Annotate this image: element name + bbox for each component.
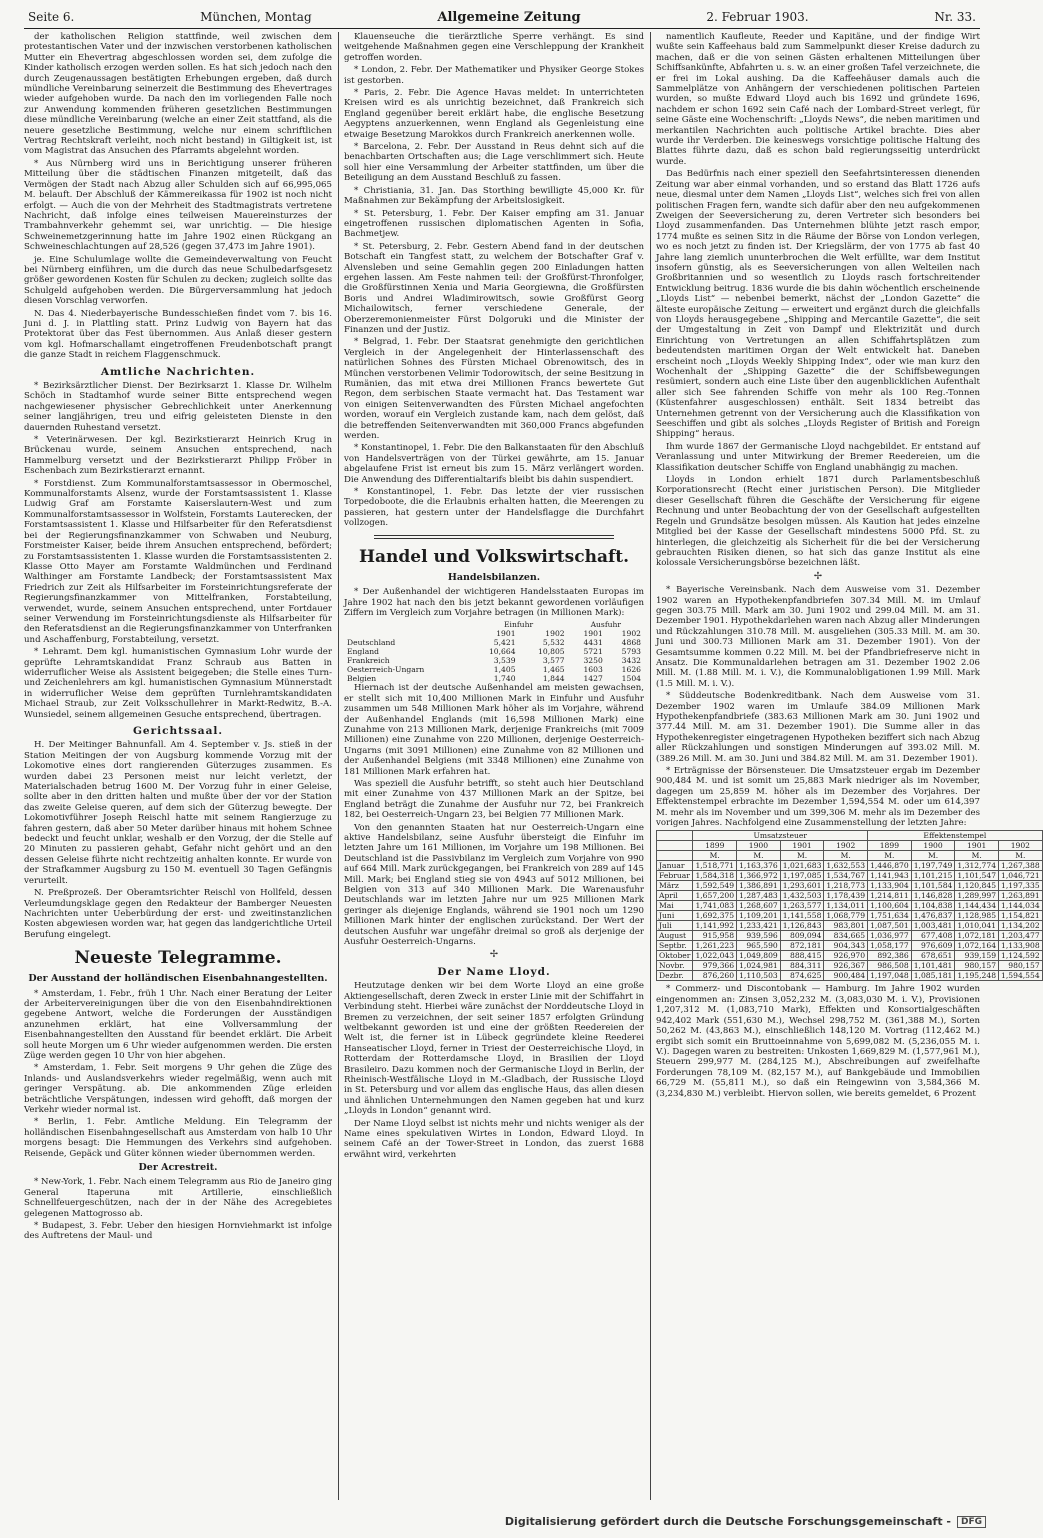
value-cell: 983,801 — [824, 921, 868, 931]
newspaper-page — [24, 10, 1040, 1500]
value-cell: 1,003,481 — [911, 921, 955, 931]
year-cell: 1902 — [824, 841, 868, 851]
value-cell: 1,133,904 — [868, 881, 912, 891]
table-row — [657, 871, 1043, 881]
separator-ornament: ✢ — [813, 570, 823, 582]
value-cell: 1,101,215 — [911, 871, 955, 881]
value-cell: 1,218,773 — [824, 881, 868, 891]
subheading-acrestreit: Der Acrestreit. — [138, 1162, 218, 1174]
value-cell: 1,128,985 — [955, 911, 999, 921]
column-1 — [24, 32, 332, 1500]
article-text: * Commerz- und Discontobank — Hamburg. Im Jahre 1902 wurden eingenommen an: Zinsen 3,052,232 M. (3,083,030 M. i. V.), Provisionen 1,207,312 M. (1,083,710 Mark), Effekten und Konsortialgeschäften 942,402 Mark (551,630 M.), Wechsel 298,752 M. (361,388 M.), Sorten 50,262 M. (43,863 M.), einschließlich 148,120 M. Vortrag (112,462 M.) ergibt sich somit ein Bruttoeinnahme von 5,699,082 M. (5,236,055 M. i. V.). Dagegen waren zu bestreiten: Unkosten 1,669,829 M. (1,577,961 M.), Steuern 299,977 M. (284,125 M.), Abschreibungen auf zweifelhafte Forderungen 78,109 M. (82,157 M.), auf Bankgebäude und Immobilien 66,729 M. (55,811 M.), so daß ein Reingewinn von 3,584,366 M. (3,234,830 M.) verbleibt. Hiervon sollen, wie bereits gemeldet, 6 Prozent — [656, 984, 980, 1099]
table-row — [344, 674, 644, 683]
value-cell: 1,109,201 — [737, 911, 781, 921]
article-text: * Der Außenhandel der wichtigeren Handelsstaaten Europas im Jahre 1902 hat nach den bis jetzt bekannt gewordenen vorläufigen Ziffern im Vergleich zum Vorjahre betragen (in Millionen Mark): — [344, 587, 644, 618]
value-cell: 1,101,584 — [911, 881, 955, 891]
separator-ornament: ✢ — [489, 949, 499, 961]
footer-text: Digitalisierung gefördert durch die Deutsche Forschungsgemeinschaft - — [504, 1515, 951, 1528]
value-cell: 10,664 — [488, 647, 516, 657]
year-cell: 1902 — [999, 841, 1043, 851]
year-cell: 1899 — [693, 841, 737, 851]
value-cell: 900,484 — [824, 971, 868, 981]
trade-table-years — [344, 629, 644, 638]
value-cell: 915,958 — [693, 931, 737, 941]
table-row — [657, 861, 1043, 871]
section-heading-lloyd: Der Name Lloyd. — [437, 965, 551, 978]
article-text: * Bezirksärztlicher Dienst. Der Bezirksarzt 1. Klasse Dr. Wilhelm Schöch in Stadtamhof wurde seiner Bitte entsprechend wegen nachgewiesener physischer Gebrechlichkeit unter Anerkennung seiner langjährigen, treu und eifrig geleisteten Dienste in den dauernden Ruhestand versetzt. — [24, 381, 332, 433]
country-cell: Oesterreich-Ungarn — [347, 665, 425, 675]
article-text: Ihm wurde 1867 der Germanische Lloyd nachgebildet. Er entstand auf Veranlassung und unter Mitwirkung der Bremer Reedereien, um die Klassifikation deutscher Schiffe von England unabhängig zu machen. — [656, 441, 980, 473]
value-cell: 1,141,558 — [780, 911, 824, 921]
value-cell: 979,366 — [693, 961, 737, 971]
value-cell: 1,195,248 — [955, 971, 999, 981]
article-text: je. Eine Schulumlage wollte die Gemeindeverwaltung von Feucht bei Nürnberg einführen, um die durch das neue Schulbedarfsgesetz größer gewordenen Kosten für Schulen zu decken; zugleich sollte das Schulgeld aufgehoben werden. Die Bürgerversammlung hat jedoch diesen Vorschlag verworfen. — [24, 254, 332, 307]
article-text: * St. Petersburg, 2. Febr. Gestern Abend fand in der deutschen Botschaft ein Tangfest statt, zu welchem der Botschafter Graf v. Alvensleben und seine Gemahlin gegen 200 Einladungen hatten ergehen lassen. Am Feste nahmen teil: der Großfürst-Thronfolger, die Großfürstinnen Xenia und Maria Georgiewna, die Großfürsten Boris und Andrei Wladimirowitsch, sowie Großfürst Georg Michailowitsch, ferner verschiedene Generale, der Oberzeremonienmeister Fürst Dolgoruki und die Minister der Finanzen und der Justiz. — [344, 241, 644, 335]
value-cell: 1,087,501 — [868, 921, 912, 931]
value-cell: 1,844 — [542, 674, 565, 684]
article-text: * Paris, 2. Febr. Die Agence Havas meldet: In unterrichteten Kreisen wird es als unrichtig bezeichnet, daß Frankreich sich England gegenüber bereit erklärt habe, die englische Besetzung Aegyptens anzuerkennen, wenn England als Gegenleistung eine etwaige Besetzung Marokkos durch Frankreich anerkennen wolle. — [344, 88, 644, 140]
stock-tax-table-units — [657, 851, 1043, 861]
value-cell: 1,134,202 — [999, 921, 1043, 931]
value-cell: 1,101,547 — [955, 871, 999, 881]
article-text: * Erträgnisse der Börsensteuer. Die Umsatzsteuer ergab im Dezember 900,484 M. und ist somit um 25,883 Mark niedriger als im November, dagegen um 25,859 M. höher als im Dezember des Vorjahres. Der Effektenstempel erbrachte im Dezember 1,594,554 M. oder um 614,397 M. mehr als im November und um 399,306 M. mehr als im Dezember des vorigen Jahres. Nachfolgend eine Zusammenstellung der letzten Jahre: — [656, 766, 980, 829]
value-cell: 980,157 — [999, 961, 1043, 971]
value-cell: 976,609 — [911, 941, 955, 951]
value-cell: 1,233,421 — [737, 921, 781, 931]
value-cell: 5,532 — [542, 638, 565, 648]
unit-cell: M. — [780, 851, 824, 861]
digitization-footer — [505, 1515, 986, 1528]
year-cell: 1901 — [780, 841, 824, 851]
article-text: * Süddeutsche Bodenkreditbank. Nach dem Ausweise vom 31. Dezember 1902 waren im Umlaufe 384.09 Millionen Mark Hypothekenpfandbriefe (383.63 Millionen Mark am 30. Juni 1902 und 377.44 Mill. M. am 31. Dezember 1901). Die Summe aller in das Hypothekenregister eingetragenen Hypotheken beziffert sich nach Abzug aller Rückzahlungen und sonstigen Minderungen auf 393.02 Mill. M. (389.26 Mill. M. am 30. Juni und 384.82 Mill. M. am 31. Dezember 1901). — [656, 691, 980, 764]
value-cell: 939,159 — [955, 951, 999, 961]
value-cell: 677,408 — [911, 931, 955, 941]
value-cell: 1,261,223 — [693, 941, 737, 951]
value-cell: 3432 — [621, 656, 641, 666]
article-text: Klauenseuche die tierärztliche Sperre verhängt. Es sind weitgehende Maßnahmen gegen eine Verschleppung der Krankheit getroffen worden. — [344, 32, 644, 63]
value-cell: 1,024,981 — [737, 961, 781, 971]
month-cell: April — [657, 891, 693, 901]
country-cell: Belgien — [347, 674, 377, 684]
value-cell: 1,197,048 — [868, 971, 912, 981]
value-cell: 892,386 — [868, 951, 912, 961]
value-cell: 809,094 — [780, 931, 824, 941]
table-row — [657, 921, 1043, 931]
month-cell: Septbr. — [657, 941, 693, 951]
value-cell: 980,157 — [955, 961, 999, 971]
unit-cell: M. — [737, 851, 781, 861]
value-cell: 1,100,604 — [868, 901, 912, 911]
year-cell: 1901 — [496, 629, 516, 639]
article-text: Heutzutage denken wir bei dem Worte Lloyd an eine große Aktiengesellschaft, deren Zweck in erster Linie mit der Schiffahrt in Verbindung steht. Hierbei wäre zunächst der Norddeutsche Lloyd in Bremen zu verzeichnen, der seit seiner 1857 erfolgten Gründung weltbekannt geworden ist und eine der größten Reedereien der Welt ist, die ferner ist in Lübeck gegründete kleine Reederei Hanseatischer Lloyd, ferner in Triest der Oesterreichische Lloyd, in Rotterdam der Rotterdamsche Lloyd, in Brasilien der Lloyd Brasileiro. Dazu kommen noch der Germanische Lloyd in Berlin, der Rheinisch-Westfälische Lloyd in M.-Gladbach, der Russische Lloyd in St. Petersburg und vor allem das englische Haus, das allen diesen und ähnlichen Unternehmungen den Namen gegeben hat und kurz „Lloyds in London“ genannt wird. — [344, 981, 644, 1117]
value-cell: 1,518,771 — [693, 861, 737, 871]
column-2 — [344, 32, 644, 1500]
export-header: Ausfuhr — [590, 620, 622, 630]
value-cell: 5,421 — [493, 638, 516, 648]
article-text: * Aus Nürnberg wird uns in Berichtigung unserer früheren Mitteilung über die städtischen Finanzen mitgeteilt, daß das Vermögen der Stadt nach Abzug aller Schulden sich auf 66,995,065 M. belauft. Der Abschluß der Kämmereikassa für 1902 ist noch nicht erfolgt. — Auch die von der Mehrheit des Stadtmagistrats vertretene Nachricht, daß infolge eines teilweisen Mauereinsturzes der Trambahnverkehr gehemmt sei, war unrichtig. — Die hiesige Schweinemetzgerinnung hatte im Jahre 1902 einen Rückgang an Schweineschlachtungen auf 28,526 (gegen 37,473 im Jahre 1901). — [24, 158, 332, 253]
value-cell: 926,367 — [824, 961, 868, 971]
value-cell: 1,197,335 — [999, 881, 1043, 891]
value-cell: 1504 — [621, 674, 641, 684]
month-cell: Februar — [657, 871, 693, 881]
place-day: München, Montag — [200, 10, 312, 24]
table-row — [657, 891, 1043, 901]
value-cell: 5793 — [621, 647, 641, 657]
value-cell: 4868 — [621, 638, 641, 648]
month-cell: Novbr. — [657, 961, 693, 971]
article-text: Von den genannten Staaten hat nur Oesterreich-Ungarn eine aktive Handelsbilanz, seine Ausfuhr übersteigt die Einfuhr im letzten Jahre um 161 Millionen, im Vorjahre um 198 Millionen. Bei Deutschland ist die Passivbilanz im Vergleich zum Vorjahre von 990 auf 664 Mill. Mark zurückgegangen, bei Frankreich von 289 auf 145 Mill. Mark; bei England stieg sie von 4943 auf 5012 Millionen, bei Belgien von 313 auf 340 Millionen Mark. Die Warenausfuhr Deutschlands war im letzten Jahre nur um 925 Millionen Mark geringer als diejenige Englands, während sie 1901 noch um 1290 Millionen Mark hinter der englischen zurückstand. Der Wert der deutschen Ausfuhr war ungefähr dreimal so groß als derjenige der Ausfuhr Oesterreich-Ungarns. — [344, 822, 644, 948]
unit-cell: M. — [693, 851, 737, 861]
article-text: der katholischen Religion stattfinde, weil zwischen dem protestantischen Vater und der inzwischen verstorbenen katholischen Mutter ein Ehevertrag abgeschlossen worden sei, dem zufolge die Kinder katholisch erzogen werden sollen. Es hat sich jedoch nach den durch Zeugenaussagen bestätigten Erhebungen ergeben, daß durch mündliche Vereinbarung seinerzeit die Bestimmung des Ehevertrages wieder aufgehoben wurde. Da nach den im vorliegenden Falle noch zur Anwendung kommenden früheren gesetzlichen Bestimmungen diese mündliche Vereinbarung (welche an einer Zeit stattfand, als die neuere gesetzliche Bestimmung, welche nur einem schriftlichen Vertrag Rechtskraft verleiht, noch nicht bestand) in Giltigkeit ist, ist vom Magistrat das Ansuchen des Pfarramts abgelehnt worden. — [24, 32, 332, 157]
month-cell: Januar — [657, 861, 693, 871]
column-3 — [656, 32, 1040, 1500]
value-cell: 1,740 — [493, 674, 516, 684]
value-cell: 1,141,943 — [868, 871, 912, 881]
value-cell: 3,577 — [542, 656, 565, 666]
value-cell: 1,692,375 — [693, 911, 737, 921]
section-heading-telegramme: Neueste Telegramme. — [74, 948, 282, 969]
value-cell: 1,085,181 — [911, 971, 955, 981]
table-row — [657, 931, 1043, 941]
article-text: * Veterinärwesen. Der kgl. Bezirkstierarzt Heinrich Krug in Brückenau wurde, seinem Ansuchen entsprechend, nach Hammelburg versetzt und der Bezirkstierarzt Philipp Fröber in Eschenbach zum Bezirkstierarzt ernannt. — [24, 435, 332, 477]
table-row — [657, 901, 1043, 911]
value-cell: 1603 — [583, 665, 603, 675]
value-cell: 1,133,908 — [999, 941, 1043, 951]
year-cell: 1900 — [737, 841, 781, 851]
value-cell: 1,021,683 — [780, 861, 824, 871]
value-cell: 5721 — [583, 647, 603, 657]
value-cell: 986,508 — [868, 961, 912, 971]
value-cell: 1,594,554 — [999, 971, 1043, 981]
article-text: Hiernach ist der deutsche Außenhandel am meisten gewachsen, er stellt sich mit 10,400 Millionen Mark in Einfuhr und Ausfuhr zusammen um 548 Millionen Mark höher als im Vorjahre, während der Außenhandel Englands (mit 16,598 Millionen Mark) eine Zunahme von 213 Millionen Mark, derjenige Frankreichs (mit 7009 Millionen) eine Zunahme von 220 Millionen, derjenige Oesterreich-Ungarns (mit 3091 Millionen) eine Zunahme von 82 Millionen und der Außenhandel Belgiens (mit 3348 Millionen) eine Zunahme von 181 Millionen Mark erfahren hat. — [344, 683, 644, 777]
value-cell: 1,072,181 — [955, 931, 999, 941]
value-cell: 1,104,838 — [911, 901, 955, 911]
value-cell: 1,657,200 — [693, 891, 737, 901]
year-cell: 1899 — [868, 841, 912, 851]
table-row — [344, 647, 644, 656]
article-text: * Forstdienst. Zum Kommunalforstamtsassessor in Obermoschel, Kommunalforstamts Alsenz, wurde der Forstamtsassistent 1. Klasse Ludwig Graf am Forstamte Kaiserslautern-West und zum Kommunalforstamtsassessor in Wolfstein, Forstamts Lauterecken, der Forstamtsassistent 1. Klasse und Hilfsarbeiter für den Referatsdienst bei der Regierungsfinanzkammer von Schwaben und Neuburg, Forstmeister Kaiser, beide ihrem Ansuchen entsprechend, befördert; zu Forstamtsassistenten 1. Klasse wurden die Forstamtsassistenten 2. Klasse Otto Mayer am Forstamte Waldmünchen und Ferdinand Walthinger am Forstamte Landbeck; der Forstamtsassistent Max Friedrich zur Zeit als Hilfsarbeiter im Forsteinrichtungsreferate der Regierungsfinanzkammer von Mittelfranken, Forstabteilung, verwendet, wurde, seinem Ansuchen entsprechend, unter Fortdauer seiner Verwendung im Forsteinrichtungsdienste als Hilfsarbeiter für den Referatsdienst an die Regierungsfinanzkammer von Unterfranken und Aschaffenburg, Forstabteilung, versetzt. — [24, 478, 332, 645]
value-cell: 1,197,085 — [780, 871, 824, 881]
value-cell: 3250 — [583, 656, 603, 666]
value-cell: 1,163,376 — [737, 861, 781, 871]
stock-tax-table — [656, 830, 1043, 981]
value-cell: 1,010,041 — [955, 921, 999, 931]
value-cell: 1,632,553 — [824, 861, 868, 871]
article-text: * Belgrad, 1. Febr. Der Staatsrat genehmigte den gerichtlichen Vergleich in der Angelegenheit der Hinterlassenschaft des natürlichen Sohnes des Fürsten Michael Obrenowitsch, des in München verstorbenen Velimir Todorowitsch, der seine Besitzung in Rumänien, das mit etwa drei Millionen Francs bewertete Gut Regon, dem serbischen Staate vermacht hat. Das Testament war von einigen Seitenverwandten des Fürsten Michael angefochten worden, worauf ein Vergleich zustande kam, nach dem gelöst, daß die betreffenden Seitenverwandten mit 360,000 Francs abgefunden werden. — [344, 337, 644, 442]
unit-cell: M. — [955, 851, 999, 861]
value-cell: 939,596 — [737, 931, 781, 941]
value-cell: 1,293,601 — [780, 881, 824, 891]
article-text: * Amsterdam, 1. Febr. Seit morgens 9 Uhr gehen die Züge des Inlands- und Auslandsverkehrs wieder regelmäßig, wenn auch mit geringer Verspätung. ab. Die ankommenden Züge erleiden beträchtliche Verspätungen, indessen wird gehofft, daß morgen der Verkehr wieder normal ist. — [24, 1063, 332, 1115]
value-cell: 965,590 — [737, 941, 781, 951]
article-text: Lloyds in London erhielt 1871 durch Parlamentsbeschluß Korporationsrecht (Recht einer juristischen Person). Die Mitglieder dieser Gesellschaft führen die Geschäfte der Versicherung für eigene Rechnung und unter Beobachtung der von der Gesellschaft aufgestellten Regeln und Grundsätze besolgen müssen. Als Kaution hat jedes einzelne Mitglied bei der Kasse der Gesellschaft mindestens 5000 Pfd. St. zu hinterlegen, die gleichzeitig als Sicherheit für die bei der Versicherung gebrauchten Risiken dienen, so hat sich das ganze Institut als eine kolossale Versicherungsbörse bezeichnen läßt. — [656, 475, 980, 569]
value-cell: 1,124,592 — [999, 951, 1043, 961]
double-rule — [374, 535, 614, 539]
table-row — [657, 971, 1043, 981]
value-cell: 1,178,439 — [824, 891, 868, 901]
table-row — [344, 656, 644, 665]
value-cell: 1,072,164 — [955, 941, 999, 951]
month-cell: Juli — [657, 921, 693, 931]
article-text: * Konstantinopel, 1. Febr. Das letzte der vier russischen Torpedoboote, die die Erlaubnis erhalten hatten, die Meerengen zu passieren, hat gestern unter der Handelsflagge die Durchfahrt vollzogen. — [344, 487, 644, 529]
country-cell: Frankreich — [347, 656, 390, 666]
month-cell: März — [657, 881, 693, 891]
value-cell: 1,110,503 — [737, 971, 781, 981]
value-cell: 1626 — [621, 665, 641, 675]
value-cell: 1,476,837 — [911, 911, 955, 921]
value-cell: 1,268,607 — [737, 901, 781, 911]
article-text: Das Bedürfnis nach einer speziell den Seefahrtsinteressen dienenden Zeitung war aber einmal vorhanden, und so erstand das Blatt 1726 aufs neue, diesmal unter dem Namen „Lloyds List“, welches sich frei von allen politischen Fragen fern, wandte sich dafür aber den neu aufgekommenen Zweigen der Seeversicherung zu, deren Vertreter sich besonders bei Lloyd zusammenfanden. Das Unternehmen blühte jetzt rasch empor, 1774 mußte es seinen Sitz in die Räume der Börse von London verlegen, wo es noch jetzt zu finden ist. Der Kriegslärm, der von 1775 ab fast 40 Jahre lang ziemlich ununterbrochen die Welt erfüllte, war dem Institut insofern günstig, als es Seeversicherungen von allen Welteilen nach Großbritannien und so wesentlich zu Lloyds rasch fortschreitender Entwicklung beitrug. 1836 wurde die bis dahin wöchentlich erscheinende „Lloyds List“ — nebenbei bemerkt, nächst der „London Gazette“ die älteste europäische Zeitung — erweitert und ergänzt durch die gleichfalls von Lloyds herausgegebene „Shipping and Mercantile Gazette“, die seit der Umgestaltung in Zeit von Dampf und Elektrizität und durch Einrichtung von Vertretungen an allen Schiffahrtsplätzen zum bedeutendsten maritimen Organ der Welt entwickelt hat. Daneben erscheint noch „Lloyds Weekly Shipping Index“, oder wie man kurz den Wochenhalt der „Shipping Gazette“ die der Schiffsbewegungen resümiert, sondern auch eine Liste über den augenblicklichen Aufenthalt aller sich See fahrenden Schiffe von mehr als 100 Reg.-Tonnen (Küstenfahrer ausgeschlossen) enthält. Seit 1834 betreibt das Unternehmen getrennt von der Versicherung auch die Klassifikation von Seeschiffen und gibt als solches „Lloyds Register of British and Foreign Shipping“ heraus. — [656, 169, 980, 440]
year-cell: 1902 — [545, 629, 565, 639]
article-text: * New-York, 1. Febr. Nach einem Telegramm aus Rio de Janeiro ging General Itaperuna mit Artillerie, einschließlich Schnellfeuergeschützen, nach der in der Nähe des Acregebietes gelegenen Mattogrosso ab. — [24, 1177, 332, 1219]
dfg-logo: DFG — [957, 1516, 986, 1528]
article-text: * Konstantinopel, 1. Febr. Die den Balkanstaaten für den Abschluß von Handelsverträgen von der Türkei gewährte, am 15. Januar abgelaufene Frist ist erneut bis zum 15. März verlängert worden. Die Anwendung des Differentialtarifs bleibt bis dahin suspendiert. — [344, 443, 644, 485]
article-text: * Barcelona, 2. Febr. Der Ausstand in Reus dehnt sich auf die benachbarten Ortschaften aus; die Lage verschlimmert sich. Heute soll hier eine Versammlung der Arbeiter stattfinden, um über die Beteiligung an dem Ausstand Beschluß zu fassen. — [344, 142, 644, 184]
unit-cell: M. — [911, 851, 955, 861]
value-cell: 1,197,749 — [911, 861, 955, 871]
value-cell: 10,805 — [538, 647, 565, 657]
value-cell: 1,214,811 — [868, 891, 912, 901]
month-cell: Mai — [657, 901, 693, 911]
value-cell: 1,751,634 — [868, 911, 912, 921]
value-cell: 1,120,845 — [955, 881, 999, 891]
value-cell: 876,260 — [693, 971, 737, 981]
value-cell: 1,144,034 — [999, 901, 1043, 911]
month-cell: Oktober — [657, 951, 693, 961]
value-cell: 1,126,843 — [780, 921, 824, 931]
value-cell: 1,405 — [493, 665, 516, 675]
value-cell: 1,312,774 — [955, 861, 999, 871]
value-cell: 1,534,767 — [824, 871, 868, 881]
subheading-handelsbilanzen: Handelsbilanzen. — [447, 571, 541, 583]
table-row — [657, 881, 1043, 891]
table-row — [657, 961, 1043, 971]
table-row — [344, 665, 644, 674]
column-rule — [650, 32, 651, 1500]
value-cell: 1,101,481 — [911, 961, 955, 971]
year-cell: 1902 — [621, 629, 641, 639]
value-cell: 1,058,177 — [868, 941, 912, 951]
country-cell: Deutschland — [347, 638, 396, 648]
article-text: N. Das 4. Niederbayerische Bundesschießen findet vom 7. bis 16. Juni d. J. in Plattling statt. Prinz Ludwig von Bayern hat das Protektorat über das Fest übernommen. Aus Anlaß dieser gestern vom kgl. Hofmarschallamt eingetroffenen Freudenbotschaft prangt die ganze Stadt in reichem Flaggenschmuck. — [24, 308, 332, 361]
import-header: Einfuhr — [504, 620, 534, 630]
issue-date: 2. Februar 1903. — [706, 10, 809, 24]
month-cell: Dezbr. — [657, 971, 693, 981]
article-text: * Christiania, 31. Jan. Das Storthing bewilligte 45,000 Kr. für Maßnahmen zur Bekämpfung der Arbeitslosigkeit. — [344, 185, 644, 207]
value-cell: 874,625 — [780, 971, 824, 981]
value-cell: 1427 — [583, 674, 603, 684]
value-cell: 884,311 — [780, 961, 824, 971]
newspaper-title: Allgemeine Zeitung — [437, 10, 581, 25]
month-cell: Juni — [657, 911, 693, 921]
unit-cell: M. — [999, 851, 1043, 861]
table-row — [344, 638, 644, 647]
value-cell: 1,465 — [542, 665, 565, 675]
value-cell: 1,141,992 — [693, 921, 737, 931]
article-text: * Bayerische Vereinsbank. Nach dem Ausweise vom 31. Dezember 1902 waren an Hypothekenpfandbriefen 307.34 Mill. M. im Umlauf gegen 303.75 Mill. Mark am 30. Juni 1902 und 299.04 Mill. M. am 31. Dezember 1901. Hypothekdarlehen waren nach Abzug aller Minderungen und Rückzahlungen 310.78 Mill. M. ausgeliehen (305.33 Mill. M. am 30. Juni und 300.73 Millionen Mark am 31. Dezember 1901). Von der Gesamtsumme kommen 0.22 Mill. M. bei der Pfandbriefreserve nicht in Ansatz. Die Kommunaldarlehen betragen am 31. Dezember 1902 2.06 Mill. M. (1.88 Mill. M. i. V.), die Kommunalobligationen 1.99 Mill. Mark (1.5 Mill. M. i. V.). — [656, 585, 980, 689]
value-cell: 1,134,011 — [824, 901, 868, 911]
article-text: * Budapest, 3. Febr. Ueber den hiesigen Hornviehmarkt ist infolge des Auftretens der Maul- und — [24, 1221, 332, 1242]
article-text: * London, 2. Febr. Der Mathematiker und Physiker George Stokes ist gestorben. — [344, 65, 644, 86]
value-cell: 1,287,483 — [737, 891, 781, 901]
section-heading-handel: Handel und Volkswirtschaft. — [358, 546, 630, 567]
column-rule — [338, 32, 339, 1500]
value-cell: 872,181 — [780, 941, 824, 951]
table-row — [657, 911, 1043, 921]
value-cell: 1,263,577 — [780, 901, 824, 911]
article-text: Was speziell die Ausfuhr betrifft, so steht auch hier Deutschland mit einer Zunahme von 437 Millionen Mark an der Spitze, bei England beträgt die Zunahme der Ausfuhr nur 72, bei Frankreich 182, bei Oesterreich-Ungarn 23, bei Belgien 77 Millionen Mark. — [344, 778, 644, 821]
section-heading-amtliche: Amtliche Nachrichten. — [100, 365, 256, 378]
section-heading-gerichtssaal: Gerichtssaal. — [132, 725, 224, 737]
effektenstempel-header: Effektenstempel — [868, 831, 1043, 841]
article-text: * Amsterdam, 1. Febr., früh 1 Uhr. Nach einer Beratung der Leiter der Arbeitervereinigungen über die von den Eisenbahndirektionen gegebene Antwort, welche die Forderungen der Ausständigen anzunehmen erklärt, hat eine Vollversammlung der Eisenbahnangestellten den Ausstand für beendet erklärt. Die Arbeit soll heute Morgen um 6 Uhr wieder aufgenommen werden. Die ersten Züge werden gegen 10 Uhr von hier abgehen. — [24, 988, 332, 1061]
value-cell: 926,970 — [824, 951, 868, 961]
article-text: * St. Petersburg, 1. Febr. Der Kaiser empfing am 31. Januar eingetroffenen russischen diplomatischen Agenten in Sofia, Bachmetjew. — [344, 208, 644, 240]
article-text: * Lehramt. Dem kgl. humanistischen Gymnasium Lohr wurde der geprüfte Lehramtskandidat Franz Schraub aus Batten in widerruflicher Weise als Assistent beigegeben; die Stelle eines Turn- und Zeichenlehrers am kgl. humanistischen Gymnasium Münnerstadt in widerruflicher Weise dem geprüften Turnlehramtskandidaten Michael Straub, zur Zeit Volksschullehrer in Markt-Redwitz, B.-A. Wunsiedel, seinem allgemeinen Gesuche entsprechend, übertragen. — [24, 647, 332, 720]
value-cell: 1,584,318 — [693, 871, 737, 881]
value-cell: 1,592,549 — [693, 881, 737, 891]
value-cell: 1,144,434 — [955, 901, 999, 911]
unit-cell: M. — [868, 851, 912, 861]
value-cell: 1,741,083 — [693, 901, 737, 911]
value-cell: 1,049,809 — [737, 951, 781, 961]
article-text: Der Name Lloyd selbst ist nichts mehr und nichts weniger als der Name eines spekulativen Wirtes in London, Edward Lloyd. In seinem Café an der Tower-Street in London, das zuerst 1688 erwähnt wird, verkehrten — [344, 1118, 644, 1160]
value-cell: 1,267,388 — [999, 861, 1043, 871]
columns — [24, 32, 1040, 1500]
value-cell: 1,366,972 — [737, 871, 781, 881]
value-cell: 1,146,828 — [911, 891, 955, 901]
article-text: H. Der Meitinger Bahnunfall. Am 4. September v. Js. stieß in der Station Meitingen der von Augsburg kommende Vorzug mit der Lokomotive eines dort rangierenden Güterzuges zusammen. Es wurden dabei 23 Personen meist nur leicht verletzt, der Materialschaden betrug 1600 M. Der Vorzug fuhr in einer Geleise, sollte aber in den dritten halten und mußte über der vor der Station das zweite Geleise queren, auf dem sich der Güterzug bewegte. Der Lokomotivführer Joseph Reischl hatte mit seinem Rangierzuge zu fahren gestern, daß aber 50 Meter darüber hinaus mit hohem Schnee bedeckt und feucht unklar, weshalb er den Vorzug, der die Stelle auf 20 Minuten zu passieren gehabt, Gefahr nicht gehört und an den dessen Geleise führte nicht rechtzeitig anhalten konnte. Er wurde von der Strafkammer Augsburg zu 150 M. eventuell 30 Tagen Gefängnis verurteilt. — [24, 740, 332, 886]
value-cell: 834,665 — [824, 931, 868, 941]
value-cell: 1,046,721 — [999, 871, 1043, 881]
value-cell: 1,068,779 — [824, 911, 868, 921]
subheading-ausstand: Der Ausstand der holländischen Eisenbahnangestellten. — [28, 973, 328, 985]
unit-cell: M. — [824, 851, 868, 861]
value-cell: 3,539 — [493, 656, 516, 666]
article-text: N. Preßprozeß. Der Oberamtsrichter Reischl von Hollfeld, dessen Verleumdungsklage gegen den Redakteur der Bamberger Neuesten Nachrichten unter Ueberbürdung der erst- und zweitinstanzlichen Kosten abgewiesen worden war, hat gegen das landgerichtliche Urteil Berufung eingelegt. — [24, 888, 332, 940]
table-row — [657, 941, 1043, 951]
value-cell: 1,432,503 — [780, 891, 824, 901]
year-cell: 1900 — [911, 841, 955, 851]
year-cell: 1901 — [955, 841, 999, 851]
value-cell: 1,154,821 — [999, 911, 1043, 921]
table-row — [657, 951, 1043, 961]
trade-table-head — [344, 620, 644, 629]
value-cell: 1,203,477 — [999, 931, 1043, 941]
value-cell: 678,651 — [911, 951, 955, 961]
article-text: * Berlin, 1. Febr. Amtliche Meldung. Ein Telegramm der holländischen Eisenbahngesellschaft aus Amsterdam von halb 10 Uhr morgens besagt: Die Hemmungen des Verkehrs sind aufgehoben. Reisende, Gepäck und Güter können wieder übernommen werden. — [24, 1117, 332, 1159]
value-cell: 1,263,891 — [999, 891, 1043, 901]
value-cell: 4431 — [583, 638, 603, 648]
value-cell: 1,289,997 — [955, 891, 999, 901]
month-cell: August — [657, 931, 693, 941]
value-cell: 888,415 — [780, 951, 824, 961]
country-cell: England — [347, 647, 380, 657]
value-cell: 1,036,977 — [868, 931, 912, 941]
value-cell: 1,386,891 — [737, 881, 781, 891]
value-cell: 1,446,870 — [868, 861, 912, 871]
article-text: namentlich Kaufleute, Reeder und Kapitäne, und der findige Wirt wußte sein Kaffeehaus bald zum Sammelpunkt dieser Kreise dadurch zu machen, daß er die von seinen Gästen erhaltenen Mitteilungen über Schiffsankünfte, Abfahrten u. s. w. an einer großen Tafel verzeichnete, die er frei im Lokal aushing. Da die Kaffeehäuser damals auch die Sammelplätze von Anhängern der verschiedenen politischen Parteien wurden, so mußte Edward Lloyd auch bis 1692 und gründete 1696, nachdem er schon 1692 sein Café nach der Lombard-Street verlegt, für seine Gäste eine Wochenschrift: „Lloyds News“, die neben maritimen und merkantilen Nachrichten auch politische Artikel brachte. Dies aber wurde ihr Verderben. Die keineswegs vorsichtige politische Haltung des Blattes führte dazu, daß es schon bald regierungsseitig unterdrückt wurde. — [656, 32, 980, 167]
issue-number: Nr. 33. — [934, 10, 976, 24]
stock-tax-table-years — [657, 841, 1043, 851]
value-cell: 1,022,043 — [693, 951, 737, 961]
stock-tax-table-head — [657, 831, 1043, 841]
value-cell: 904,343 — [824, 941, 868, 951]
trade-table — [344, 620, 644, 683]
umsatzsteuer-header: Umsatzsteuer — [693, 831, 868, 841]
page-number: Seite 6. — [28, 10, 75, 24]
year-cell: 1901 — [583, 629, 603, 639]
page-header — [24, 10, 980, 29]
